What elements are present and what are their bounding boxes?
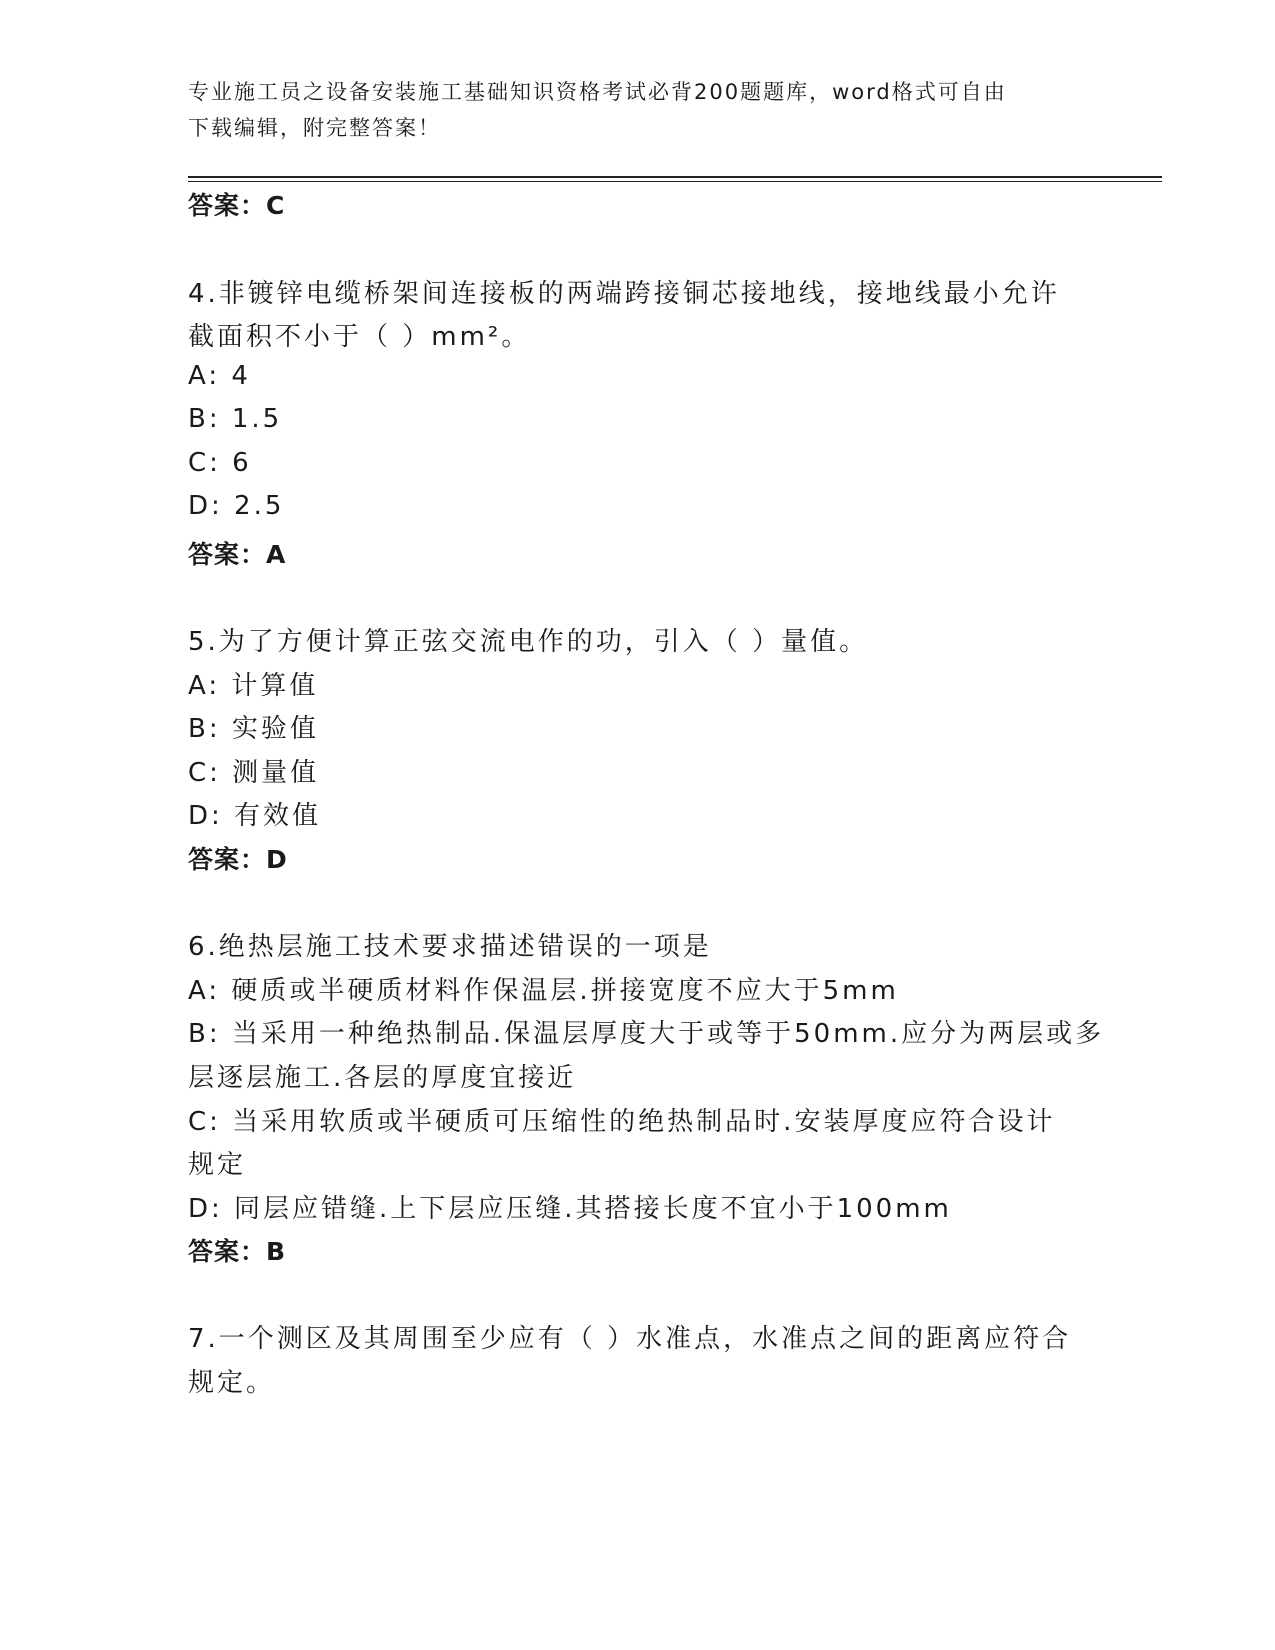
question-6-stem: 6.绝热层施工技术要求描述错误的一项是	[188, 932, 712, 962]
question-5-option-a: A: 计算值	[188, 671, 319, 701]
question-5-option-b: B: 实验值	[188, 714, 319, 744]
answer-q5: 答案：D	[188, 845, 288, 874]
document-header	[188, 74, 1088, 146]
answer-q6: 答案：B	[188, 1237, 287, 1266]
question-4-option-c: C: 6	[188, 448, 252, 478]
question-4-stem-line-2: 截面积不小于（ ）mm²。	[188, 322, 531, 352]
answer-q3: 答案：C	[188, 191, 286, 220]
question-7-stem-line-1: 7.一个测区及其周围至少应有（ ）水准点，水准点之间的距离应符合	[188, 1324, 1072, 1354]
header-divider-thin	[188, 181, 1162, 182]
question-4-option-b: B: 1.5	[188, 404, 283, 434]
question-7-stem-line-2: 规定。	[188, 1368, 276, 1398]
question-6-option-b-line-2: 层逐层施工.各层的厚度宜接近	[188, 1063, 577, 1093]
question-6-option-c-line-1: C: 当采用软质或半硬质可压缩性的绝热制品时.安装厚度应符合设计	[188, 1107, 1056, 1137]
question-4-option-a: A: 4	[188, 361, 251, 391]
question-6-option-b-line-1: B: 当采用一种绝热制品.保温层厚度大于或等于50mm.应分为两层或多	[188, 1019, 1105, 1049]
question-6-option-a: A: 硬质或半硬质材料作保温层.拼接宽度不应大于5mm	[188, 976, 899, 1006]
question-6-option-c-line-2: 规定	[188, 1150, 247, 1180]
question-5-stem: 5.为了方便计算正弦交流电作的功，引入（ ）量值。	[188, 627, 869, 657]
header-divider-thick	[188, 176, 1162, 178]
question-6-option-d: D: 同层应错缝.上下层应压缝.其搭接长度不宜小于100mm	[188, 1194, 952, 1224]
header-line-1: 专业施工员之设备安装施工基础知识资格考试必背200题题库，word格式可自由	[188, 80, 1007, 104]
header-line-2: 下载编辑，附完整答案！	[188, 116, 441, 140]
answer-q4: 答案：A	[188, 540, 287, 569]
question-4-stem-line-1: 4.非镀锌电缆桥架间连接板的两端跨接铜芯接地线，接地线最小允许	[188, 279, 1060, 309]
question-4-option-d: D: 2.5	[188, 491, 285, 521]
question-5-option-c: C: 测量值	[188, 758, 320, 788]
question-5-option-d: D: 有效值	[188, 801, 322, 831]
